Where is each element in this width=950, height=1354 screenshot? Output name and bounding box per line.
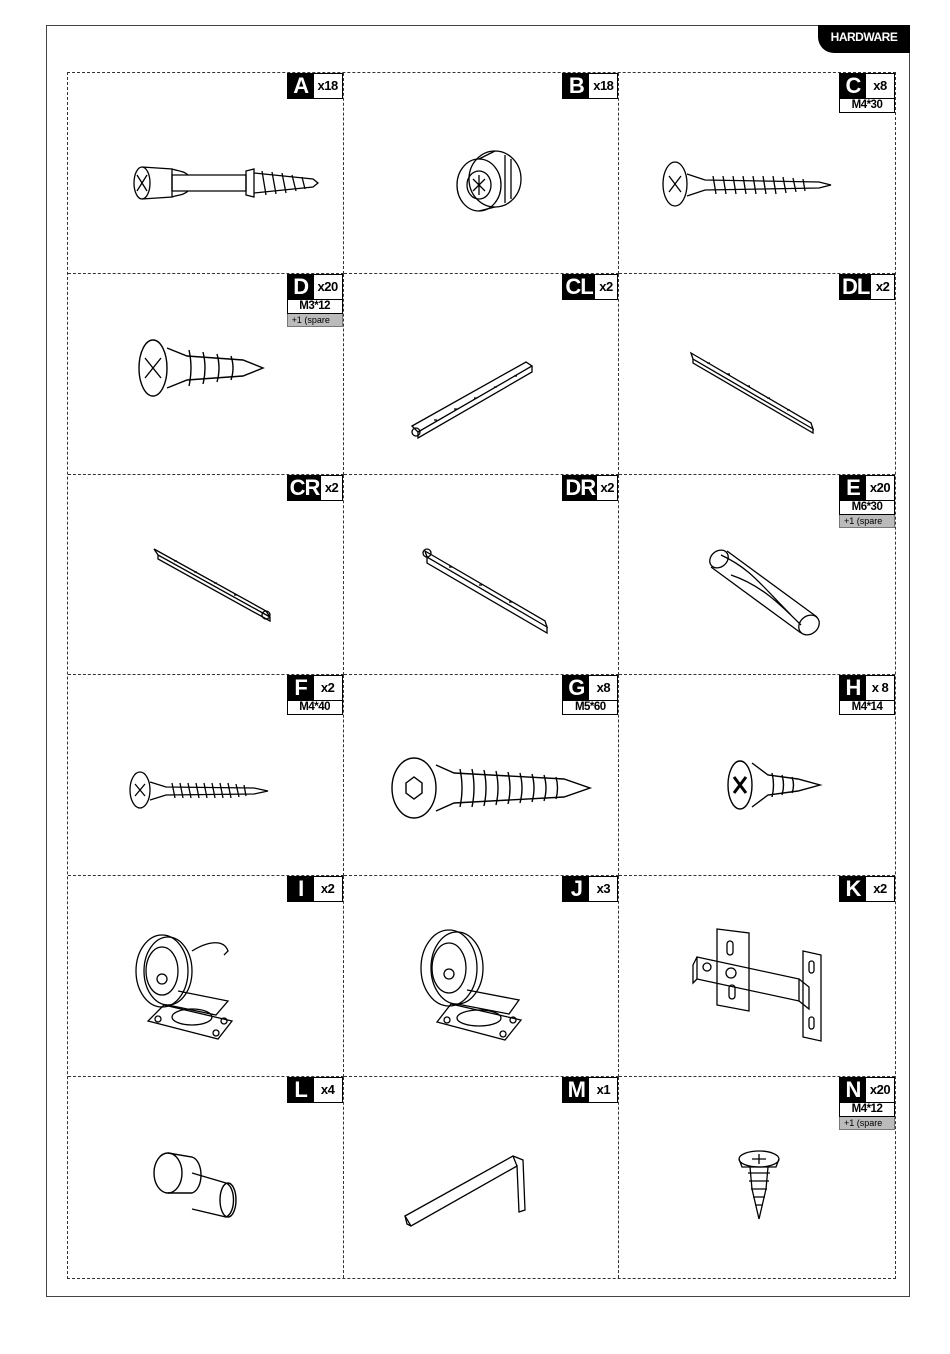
part-size: M4*14: [839, 701, 895, 715]
part-size: M4*30: [839, 99, 895, 113]
locking-caster-icon: [128, 921, 258, 1051]
part-cell-dr: [344, 475, 620, 676]
part-letter: N: [840, 1078, 866, 1102]
part-letter: G: [563, 676, 589, 700]
part-spare: +1 (spare: [287, 314, 343, 327]
part-label: [287, 73, 343, 99]
part-cell-a: [68, 73, 344, 274]
part-spare: +1 (spare: [839, 1117, 895, 1130]
part-label: [562, 73, 618, 99]
part-cell-i: [68, 876, 344, 1077]
part-qty: x2: [599, 278, 613, 294]
hardware-tab-label: HARDWARE: [830, 30, 898, 44]
allen-key-icon: [399, 1152, 539, 1237]
part-letter: CR: [289, 474, 320, 500]
part-qty: x1: [596, 1082, 611, 1098]
part-qty: x3: [596, 881, 611, 897]
part-qty: x18: [593, 78, 614, 93]
part-letter: DL: [841, 273, 870, 299]
part-qty: x2: [324, 479, 339, 495]
part-qty: x2: [873, 881, 887, 897]
part-qty: x20: [869, 1082, 891, 1098]
part-cell-d: [68, 274, 344, 475]
cabinet-hinge-icon: [689, 921, 839, 1051]
hex-bolt-icon: [384, 753, 594, 823]
drawer-rail-right-icon: [419, 545, 559, 635]
part-letter: H: [840, 676, 866, 700]
part-qty: x8: [596, 680, 611, 696]
part-letter: C: [840, 74, 866, 98]
part-label: [839, 73, 895, 113]
part-letter: DR: [565, 474, 596, 500]
part-qty: x4: [320, 1082, 335, 1098]
part-size: M5*60: [562, 701, 618, 715]
part-letter: D: [288, 275, 314, 299]
part-label: [839, 274, 895, 300]
part-cell-cl: [344, 274, 620, 475]
part-qty: x18: [317, 78, 338, 93]
part-letter: B: [563, 74, 589, 98]
part-letter: A: [288, 74, 314, 98]
part-qty: x8: [873, 78, 887, 93]
part-qty: x20: [317, 278, 338, 294]
wood-screw-icon: [659, 158, 839, 213]
part-letter: F: [288, 676, 314, 700]
part-letter: I: [288, 877, 314, 901]
hardware-grid: [67, 72, 896, 1279]
part-qty: x2: [600, 479, 614, 495]
part-label: [287, 274, 343, 327]
part-size: M4*12: [839, 1103, 895, 1117]
part-label: [839, 876, 895, 902]
part-qty: x 8: [871, 680, 889, 696]
cam-bolt-icon: [128, 153, 328, 213]
part-qty: x2: [875, 278, 890, 294]
part-qty: x20: [869, 479, 891, 495]
part-label: [839, 1077, 895, 1130]
part-cell-j: [344, 876, 620, 1077]
part-cell-c: [619, 73, 895, 274]
part-size: M3*12: [287, 300, 343, 314]
part-label: [562, 475, 618, 501]
part-size: M6*30: [839, 501, 895, 515]
part-cell-k: [619, 876, 895, 1077]
part-label: [562, 876, 618, 902]
flat-head-screw-icon: [724, 755, 824, 815]
shelf-pin-icon: [148, 1147, 248, 1232]
drawer-rail-left-icon: [687, 349, 827, 439]
part-letter: K: [840, 877, 866, 901]
part-cell-h: [619, 675, 895, 876]
part-letter: J: [563, 877, 589, 901]
part-label: [287, 1077, 343, 1103]
hardware-tab: [818, 25, 910, 53]
part-cell-n: [619, 1077, 895, 1278]
part-letter: CL: [565, 273, 593, 299]
part-cell-b: [344, 73, 620, 274]
part-cell-g: [344, 675, 620, 876]
pan-head-screw-icon: [734, 1149, 784, 1224]
part-qty: x2: [320, 680, 335, 696]
part-label: [839, 675, 895, 715]
part-letter: E: [840, 476, 866, 500]
part-spare: +1 (spare: [839, 515, 895, 528]
short-screw-icon: [133, 334, 273, 404]
part-label: [562, 274, 618, 300]
drawer-slide-right-icon: [150, 545, 280, 625]
part-cell-cr: [68, 475, 344, 676]
part-cell-dl: [619, 274, 895, 475]
long-screw-icon: [126, 769, 276, 813]
part-size: M4*40: [287, 701, 343, 715]
part-label: [287, 675, 343, 715]
part-cell-f: [68, 675, 344, 876]
part-letter: L: [288, 1078, 314, 1102]
part-cell-m: [344, 1077, 620, 1278]
drawer-slide-left-icon: [404, 354, 544, 444]
part-cell-l: [68, 1077, 344, 1278]
part-label: [287, 475, 343, 501]
part-letter: M: [563, 1078, 589, 1102]
wood-dowel-icon: [701, 545, 831, 640]
part-cell-e: [619, 475, 895, 676]
part-qty: x2: [320, 881, 335, 897]
part-label: [839, 475, 895, 528]
cam-lock-icon: [449, 143, 529, 223]
part-label: [562, 1077, 618, 1103]
part-label: [287, 876, 343, 902]
swivel-caster-icon: [409, 916, 539, 1051]
part-label: [562, 675, 618, 715]
